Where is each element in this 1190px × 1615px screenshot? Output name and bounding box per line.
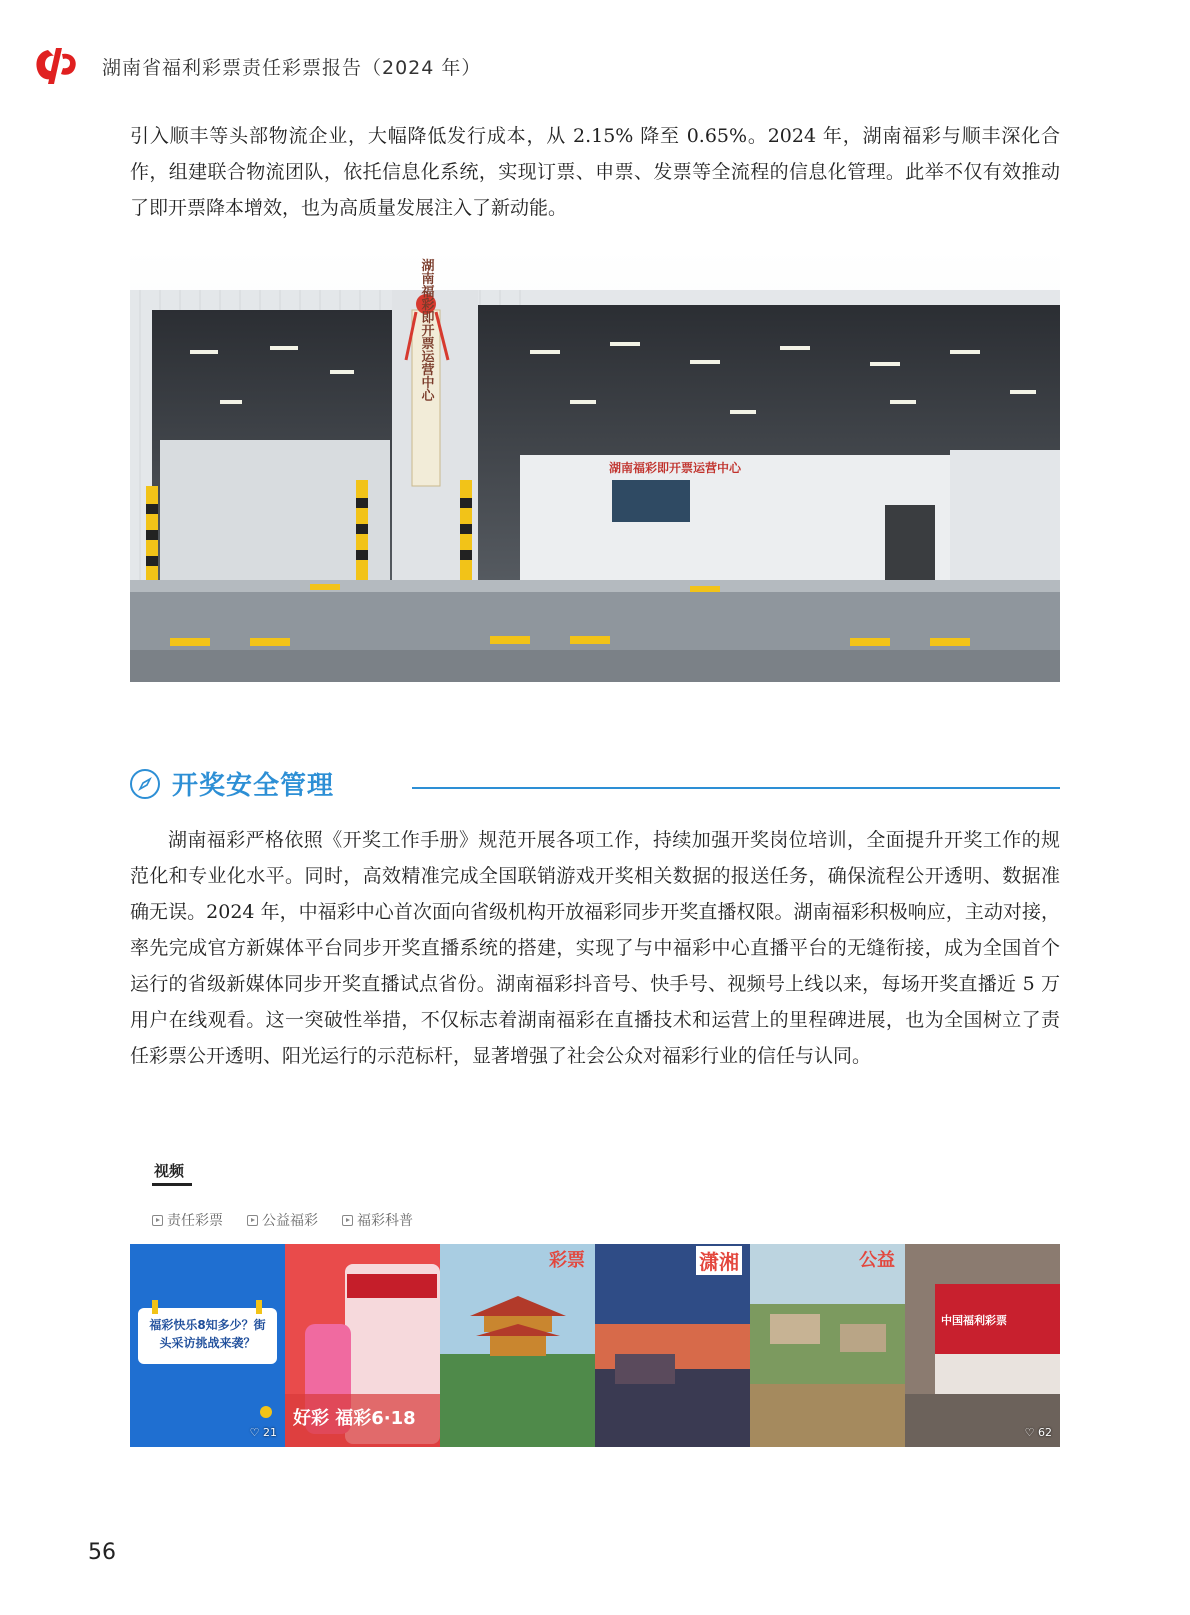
video-thumbnails (130, 1244, 1060, 1447)
video-thumb-title: 好彩 福彩6·18 (293, 1408, 416, 1429)
video-category-tabs (152, 1210, 413, 1230)
body-paragraph: 湖南福彩严格依照《开奖工作手册》规范开展各项工作，持续加强开奖岗位培训，全面提升开奖工作的规范化和专业化水平。同时，高效精准完成全国联销游戏开奖相关数据的报送任务，确保流程公开透明、数据准确无误。2024 年，中福彩中心首次面向省级机构开放福彩同步开奖直播权限。湖南福彩积极响应，主动对接，率先完成官方新媒体平台同步开奖直播系统的搭建，实现了与中福彩中心直播平台的无缝衔接，成为全国首个运行的省级新媒体同步开奖直播试点省份。湖南福彩抖音号、快手号、视频号上线以来，每场开奖直播近 5 万用户在线观看。这一突破性举措，不仅标志着湖南福彩在直播技术和运营上的里程碑进展，也为全国树立了责任彩票公开透明、阳光运行的示范标杆，显著增强了社会公众对福彩行业的信任与认同。 (130, 829, 1060, 1067)
vertical-sign-text: 湖南福彩即开票运营中心 (418, 258, 434, 402)
video-thumb[interactable] (750, 1244, 905, 1447)
section-title: 开奖安全管理 (172, 771, 335, 801)
video-thumb[interactable] (130, 1244, 285, 1447)
video-thumb[interactable] (440, 1244, 595, 1447)
like-count: ♡ 62 (1024, 1426, 1052, 1439)
tab-public-welfare[interactable]: 公益福彩 (247, 1210, 318, 1230)
video-thumb[interactable] (595, 1244, 750, 1447)
video-thumb-title: 潇湘 (696, 1246, 742, 1275)
video-thumb-title: 彩票 (549, 1250, 585, 1271)
video-thumb[interactable] (905, 1244, 1060, 1447)
report-title: 湖南省福利彩票责任彩票报告（2024 年） (102, 56, 482, 79)
operations-center-photo (130, 250, 1060, 682)
page-number: 56 (88, 1540, 116, 1565)
section-heading (130, 765, 1060, 809)
wall-sign-text: 湖南福彩即开票运营中心 (608, 461, 742, 475)
intro-paragraph: 引入顺丰等头部物流企业，大幅降低发行成本，从 2.15% 降至 0.65%。2024 年，湖南福彩与顺丰深化合作，组建联合物流团队，依托信息化系统，实现订票、申票、发票等全流程的信息化管理。此举不仅有效推动了即开票降本增效，也为高质量发展注入了新动能。 (130, 125, 1060, 219)
video-thumb-title: 福彩快乐8知多少？街头采访挑战来袭？ (149, 1318, 266, 1350)
compass-icon (130, 769, 160, 799)
video-tab-label[interactable]: 视频 (154, 1162, 185, 1180)
tab-lottery-science[interactable]: 福彩科普 (342, 1210, 413, 1230)
play-icon (152, 1215, 163, 1226)
video-thumb[interactable] (285, 1244, 440, 1447)
section-divider (412, 787, 1060, 789)
play-icon (342, 1215, 353, 1226)
like-count: ♡ 21 (249, 1426, 277, 1439)
video-thumb-title: 中国福利彩票 (941, 1314, 1007, 1327)
play-icon (247, 1215, 258, 1226)
video-thumb-title: 公益 (859, 1250, 895, 1271)
welfare-lottery-logo-icon (34, 46, 78, 86)
tab-responsible-lottery[interactable]: 责任彩票 (152, 1210, 223, 1230)
page-header (34, 46, 481, 86)
video-tab-underline (152, 1183, 192, 1186)
